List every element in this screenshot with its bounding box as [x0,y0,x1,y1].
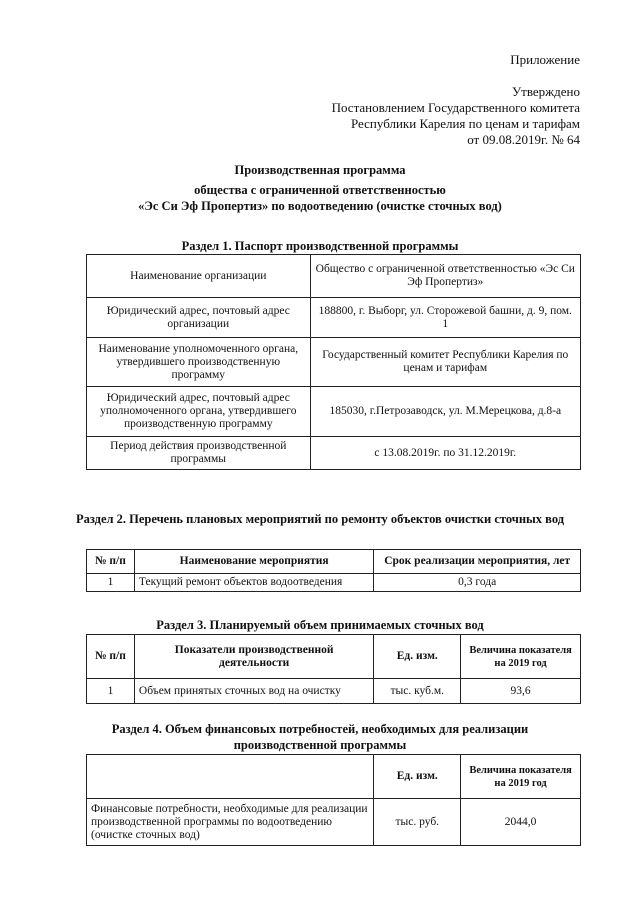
table-header-row [87,550,581,574]
measure-term: 0,3 года [374,574,581,592]
approved-by-line-1: Постановлением Государственного комитета [331,100,580,115]
indicator-unit: тыс. куб.м. [374,679,461,704]
passport-value: Общество с ограниченной ответственностью «Эс Си Эф Пропертиз» [310,255,580,298]
finance-table [86,754,581,846]
column-header-unit: Ед. изм. [374,755,461,799]
indicator-name: Объем принятых сточных вод на очистку [134,679,373,704]
column-header-indicator: Показатели производственной деятельности [134,635,373,679]
approved-by-line-3: от 09.08.2019г. № 64 [467,132,580,147]
passport-label: Юридический адрес, почтовый адрес уполномоченного органа, утвердившего производственную программу [87,387,311,437]
section3-heading: Раздел 3. Планируемый объем принимаемых сточных вод [156,618,484,632]
column-header-num: № п/п [87,550,135,574]
approved-label: Утверждено [511,84,580,99]
section2-heading: Раздел 2. Перечень плановых мероприятий по ремонту объектов очистки сточных вод [75,512,565,526]
column-header-value: Величина показателя на 2019 год [461,635,581,679]
appendix-label: Приложение [510,52,580,67]
passport-value: 188800, г. Выборг, ул. Сторожевой башни, д. 9, пом. 1 [310,298,580,338]
indicator-value: 93,6 [461,679,581,704]
program-subtitle-1: общества с ограниченной ответственностью [194,183,446,197]
row-num: 1 [87,679,135,704]
table-row [87,574,581,592]
measures-table [86,549,581,592]
passport-value: с 13.08.2019г. по 31.12.2019г. [310,437,580,470]
passport-label: Период действия производственной программы [87,437,311,470]
section4-heading-2: производственной программы [233,738,407,752]
section4-heading-1: Раздел 4. Объем финансовых потребностей, необходимых для реализации [111,722,529,736]
column-header-term: Срок реализации мероприятия, лет [374,550,581,574]
section1-heading: Раздел 1. Паспорт производственной программы [181,239,459,253]
table-row [87,255,581,298]
table-row [87,799,581,846]
approved-by-line-2: Республики Карелия по ценам и тарифам [350,116,580,131]
passport-table [86,254,581,470]
finance-item-value: 2044,0 [461,799,581,846]
volume-table [86,634,581,704]
column-header-value: Величина показателя на 2019 год [461,755,581,799]
row-num: 1 [87,574,135,592]
passport-label: Наименование уполномоченного органа, утвердившего производственную программу [87,338,311,387]
table-row [87,387,581,437]
table-header-row [87,635,581,679]
passport-label: Юридический адрес, почтовый адрес организации [87,298,311,338]
table-header-row [87,755,581,799]
program-subtitle-2: «Эс Си Эф Пропертиз» по водоотведению (очистке сточных вод) [138,199,502,213]
table-row [87,298,581,338]
column-header-blank [87,755,374,799]
finance-item-unit: тыс. руб. [374,799,461,846]
table-row [87,437,581,470]
passport-value: Государственный комитет Республики Карелия по ценам и тарифам [310,338,580,387]
passport-value: 185030, г.Петрозаводск, ул. М.Мерецкова, д.8-а [310,387,580,437]
table-row [87,679,581,704]
program-title: Производственная программа [234,163,406,177]
column-header-num: № п/п [87,635,135,679]
table-row [87,338,581,387]
column-header-unit: Ед. изм. [374,635,461,679]
column-header-name: Наименование мероприятия [134,550,373,574]
passport-label: Наименование организации [87,255,311,298]
finance-item-name: Финансовые потребности, необходимые для реализации производственной программы по водоотведению (очистке сточных вод) [87,799,374,846]
measure-name: Текущий ремонт объектов водоотведения [134,574,373,592]
